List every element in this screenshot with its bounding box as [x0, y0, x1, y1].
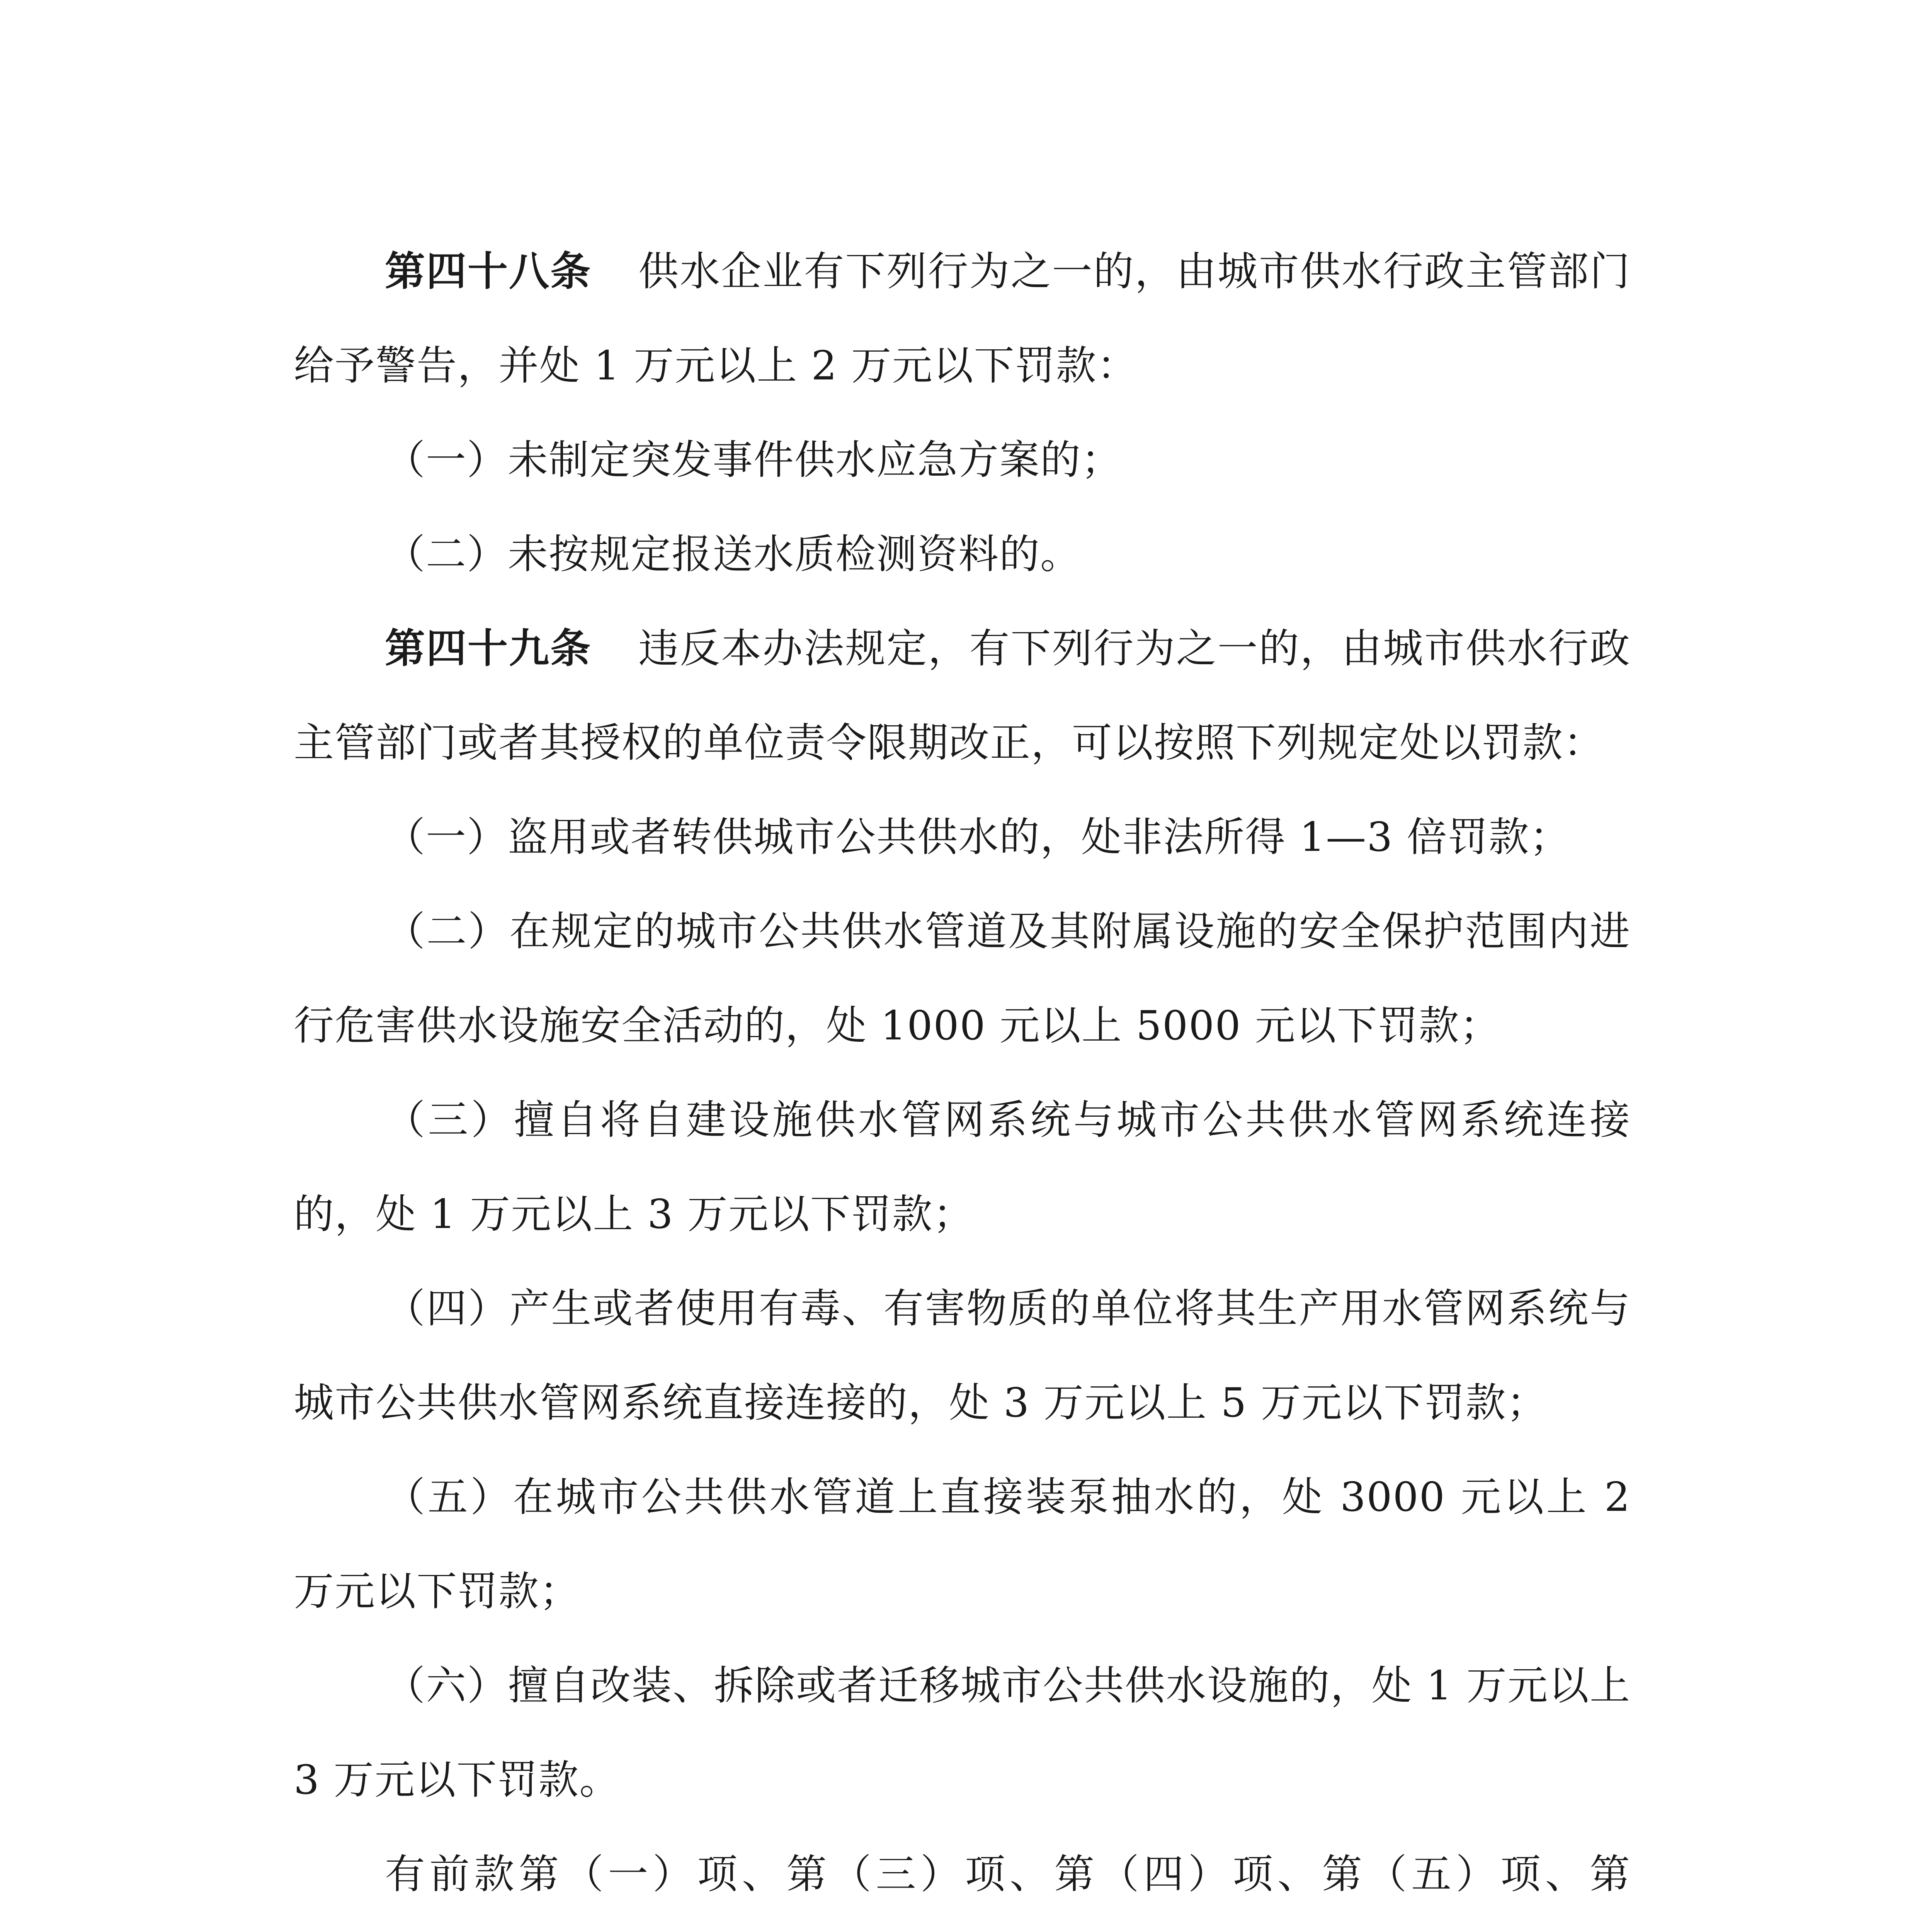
article-49-item-5: （五）在城市公共供水管道上直接装泵抽水的，处 3000 元以上 2 万元以下罚款；	[294, 1473, 1631, 1615]
document-body	[294, 224, 1631, 1932]
article-48-number: 第四十八条	[385, 248, 592, 295]
article-49-closing: 有前款第（一）项、第（三）项、第（四）项、第（五）项、第	[385, 1850, 1631, 1898]
article-48-intro	[294, 224, 1631, 413]
article-49-item-6: （六）擅自改装、拆除或者迁移城市公共供水设施的，处 1 万元以上 3 万元以下罚款。	[294, 1662, 1631, 1803]
article-49-number: 第四十九条	[385, 625, 592, 672]
article-48-text: 供水企业有下列行为之一的，由城市供水行政主管部门给予警告，并处 1 万元以上 2 万元以下罚款：	[294, 248, 1631, 389]
article-49-item-2: （二）在规定的城市公共供水管道及其附属设施的安全保护范围内进行危害供水设施安全活动的，处 1000 元以上 5000 元以下罚款；	[294, 908, 1631, 1049]
article-49-item-1: （一）盗用或者转供城市公共供水的，处非法所得 1—3 倍罚款；	[385, 813, 1571, 861]
article-49-intro	[294, 601, 1631, 790]
article-48-item-1: （一）未制定突发事件供水应急方案的；	[385, 436, 1123, 483]
article-49-item-4: （四）产生或者使用有毒、有害物质的单位将其生产用水管网系统与城市公共供水管网系统直接连接的，处 3 万元以上 5 万元以下罚款；	[294, 1285, 1631, 1426]
article-49-item-3: （三）擅自将自建设施供水管网系统与城市公共供水管网系统连接的，处 1 万元以上 3 万元以下罚款；	[294, 1096, 1631, 1238]
article-49-text: 违反本办法规定，有下列行为之一的，由城市供水行政主管部门或者其授权的单位责令限期改正，可以按照下列规定处以罚款：	[294, 625, 1631, 766]
article-48-item-2: （二）未按规定报送水质检测资料的。	[385, 531, 1082, 578]
